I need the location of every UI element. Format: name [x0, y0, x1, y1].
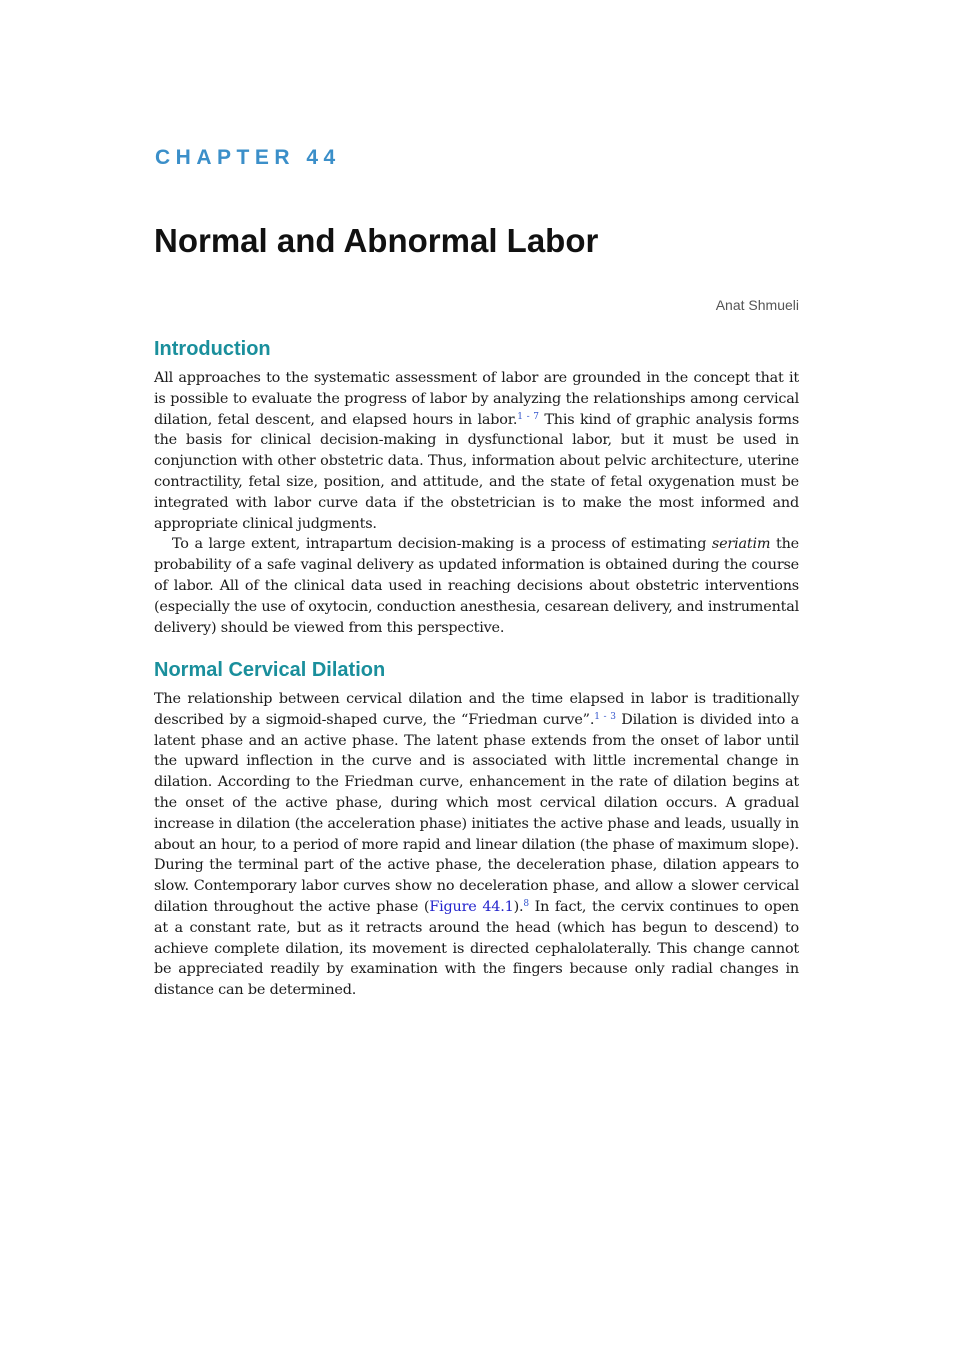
paragraph: All approaches to the systematic assessment of labor are grounded in the concept that it is possible to evaluate the progress of labor by analyzing the relationships among cervical dilation, fetal descent, and elapsed hours in labor.$^{1 - 7}$ This kind of graphic analysis forms the basis for clinical decision-making in dysfunctional labor, but it must be used in conjunction with other obstetric data. Thus, information about pelvic architecture, uterine contractility, fetal size, position, and attitude, and the state of fetal oxygenation must be integrated with labor curve data if the obstetrician is to make the most informed and appropriate clinical judgments. — [154, 370, 800, 532]
paragraph: The relationship between cervical dilation and the time elapsed in labor is traditionally described by a sigmoid-shaped curve, the “Friedman curve”.$^{1 - 3}$ Dilation is divided into a latent phase and an active phase. The latent phase extends from the onset of labor until the upward inflection in the curve and is associated with little incremental change in dilation. According to the Friedman curve, enhancement in the rate of dilation begins at the onset of the active phase, during which most cervical dilation occurs. A gradual increase in dilation (the acceleration phase) initiates the active phase and leads, usually in about an hour, to a period of more rapid and linear dilation (the phase of maximum slope). During the terminal part of the active phase, the deceleration phase, dilation appears to slow. Contemporary labor curves show no deceleration phase, and allow a slower cervical dilation throughout the active phase (Figure 44.1).$^8$ In fact, the cervix continues to open at a constant rate, but as it retracts around the head (which has begun to descend) to achieve complete dilation, its movement is directed cephalolaterally. This change cannot be appreciated readily by examination with the fingers because only radial changes in distance can be determined. — [154, 691, 800, 999]
reference-link[interactable]: 8 — [523, 898, 529, 909]
section-body-normal-cervical-dilation — [154, 689, 799, 1001]
emphasis: seriatim — [711, 536, 771, 553]
section-body-introduction — [154, 368, 799, 638]
author-name: Anat Shmueli — [715, 297, 799, 313]
figure-link[interactable]: Figure 44.1 — [429, 898, 514, 915]
chapter-number: CHAPTER 44 — [155, 146, 341, 169]
paragraph: To a large extent, intrapartum decision-making is a process of estimating seriatim the probability of a safe vaginal delivery as updated information is obtained during the course of labor. All of the clinical data used in reaching decisions about obstetric interventions (especially the use of oxytocin, conduction anesthesia, cesarean delivery, and instrumental delivery) should be viewed from this perspective. — [154, 536, 799, 636]
reference-link[interactable]: 1 - 3 — [594, 711, 616, 722]
section-heading-normal-cervical-dilation: Normal Cervical Dilation — [154, 659, 386, 681]
reference-link[interactable]: 1 - 7 — [517, 411, 539, 422]
chapter-title: Normal and Abnormal Labor — [154, 222, 599, 259]
section-heading-introduction: Introduction — [154, 338, 271, 360]
